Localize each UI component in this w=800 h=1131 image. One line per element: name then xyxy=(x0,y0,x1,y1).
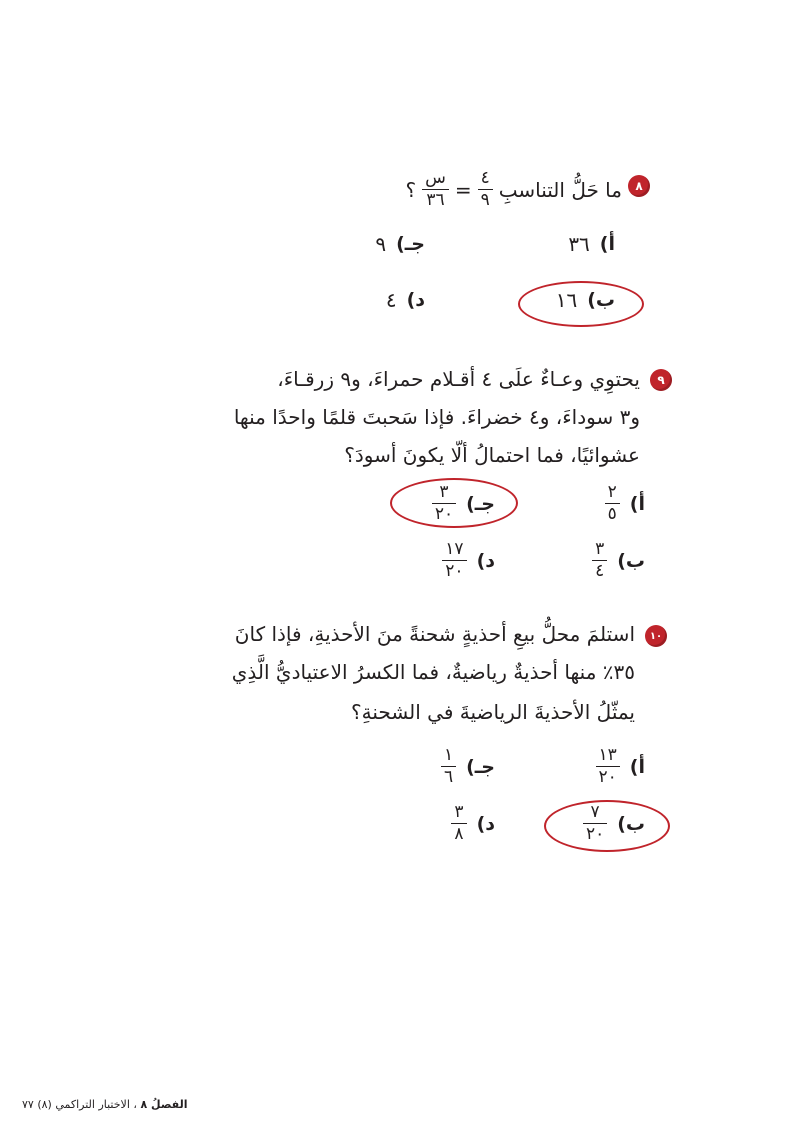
option-c[interactable] xyxy=(375,232,425,256)
option-value: ١٦ xyxy=(555,288,578,312)
question-8-stem xyxy=(405,170,622,209)
question-text-line: يحتوِي وعـاءٌ علَى ٤ أقـلام حمراءَ، و٩ زرقـاءَ، xyxy=(277,367,640,391)
fraction-denominator: ٢٠ xyxy=(445,561,464,581)
option-value: ٤ xyxy=(385,288,397,312)
fraction-denominator: ٨ xyxy=(454,824,464,844)
question-text-line: و٣ سوداءَ، و٤ خضراءَ. فإذا سَحبتَ قلمًا واحدًا منها xyxy=(233,405,640,429)
fraction xyxy=(451,804,466,843)
fraction-numerator: ٣ xyxy=(595,539,605,559)
footer-page-number: ٧٧ xyxy=(22,1098,34,1111)
option-label: أ) xyxy=(629,492,645,515)
fraction xyxy=(605,484,620,523)
fraction-denominator: ٣٦ xyxy=(426,190,445,210)
footer-separator: ، xyxy=(133,1098,137,1111)
fraction-denominator: ٢٠ xyxy=(598,767,617,787)
fraction-numerator: ٧ xyxy=(590,802,600,822)
fraction-numerator: ١ xyxy=(443,745,454,765)
question-text-line: استلمَ محلُّ بيعِ أحذيةٍ شحنةً منَ الأحذيةِ، فإذا كانَ xyxy=(234,622,635,646)
option-label: جـ) xyxy=(466,492,495,515)
question-number-badge: ٨ xyxy=(628,175,650,197)
fraction-numerator: س xyxy=(425,168,446,188)
option-label: جـ) xyxy=(466,755,495,778)
question-text-line: يمثّلُ الأحذيةَ الرياضيةَ في الشحنةِ؟ xyxy=(351,700,635,724)
answer-circle xyxy=(390,478,518,528)
fraction-numerator: ١٣ xyxy=(598,745,617,765)
fraction-denominator: ٢٠ xyxy=(585,824,605,844)
fraction-denominator: ٦ xyxy=(443,767,454,787)
option-label: ب) xyxy=(617,812,645,835)
question-number-badge: ١٠ xyxy=(645,625,667,647)
fraction xyxy=(441,747,456,786)
fraction xyxy=(596,747,620,786)
fraction-denominator: ٤ xyxy=(595,561,605,581)
option-a[interactable] xyxy=(596,747,645,786)
option-d[interactable] xyxy=(451,804,495,843)
option-label: ب) xyxy=(587,289,615,311)
question-number-badge: ٩ xyxy=(650,369,672,391)
fraction-denominator: ٢٠ xyxy=(434,504,454,524)
answer-circle xyxy=(518,281,644,327)
option-d[interactable] xyxy=(442,541,495,580)
fraction-denominator: ٩ xyxy=(480,190,490,210)
fraction-numerator: ٤ xyxy=(480,168,490,188)
fraction-numerator: ٢ xyxy=(607,482,617,502)
question-mark: ؟ xyxy=(405,177,417,202)
fraction-numerator: ١٧ xyxy=(445,539,464,559)
option-d[interactable] xyxy=(386,288,425,312)
option-value: ٩ xyxy=(375,232,387,256)
equals-sign: = xyxy=(454,177,472,202)
option-a[interactable] xyxy=(605,484,645,523)
option-label: أ) xyxy=(599,233,615,255)
fraction xyxy=(592,541,607,580)
option-label: ب) xyxy=(617,549,645,572)
footer-chapter: الفصلُ ٨ xyxy=(140,1098,188,1111)
answer-circle xyxy=(544,800,670,852)
option-b[interactable] xyxy=(592,541,645,580)
option-label: جـ) xyxy=(396,233,425,255)
fraction xyxy=(422,170,449,209)
question-text-line: ٣٥٪ منها أحذيةٌ رياضيةٌ، فما الكسرُ الاعتياديُّ الَّذِي xyxy=(231,660,635,684)
page-footer xyxy=(22,1098,187,1111)
fraction-numerator: ٣ xyxy=(439,482,449,502)
fraction xyxy=(478,170,493,209)
option-label: د) xyxy=(476,549,495,572)
fraction-denominator: ٥ xyxy=(607,504,617,524)
footer-title: الاختبار التراكمي (٨) xyxy=(37,1098,130,1111)
option-value: ٣٦ xyxy=(568,232,590,256)
option-c[interactable] xyxy=(441,747,495,786)
question-stem-text: ما حَلُّ التناسبِ xyxy=(498,177,622,202)
option-label: د) xyxy=(406,289,425,311)
fraction xyxy=(442,541,466,580)
fraction-numerator: ٣ xyxy=(454,802,464,822)
option-label: د) xyxy=(476,812,495,835)
option-a[interactable] xyxy=(568,232,615,256)
question-text-line: عشوائيًا، فما احتمالُ ألّا يكونَ أسودَ؟ xyxy=(344,443,640,467)
option-label: أ) xyxy=(629,755,645,778)
